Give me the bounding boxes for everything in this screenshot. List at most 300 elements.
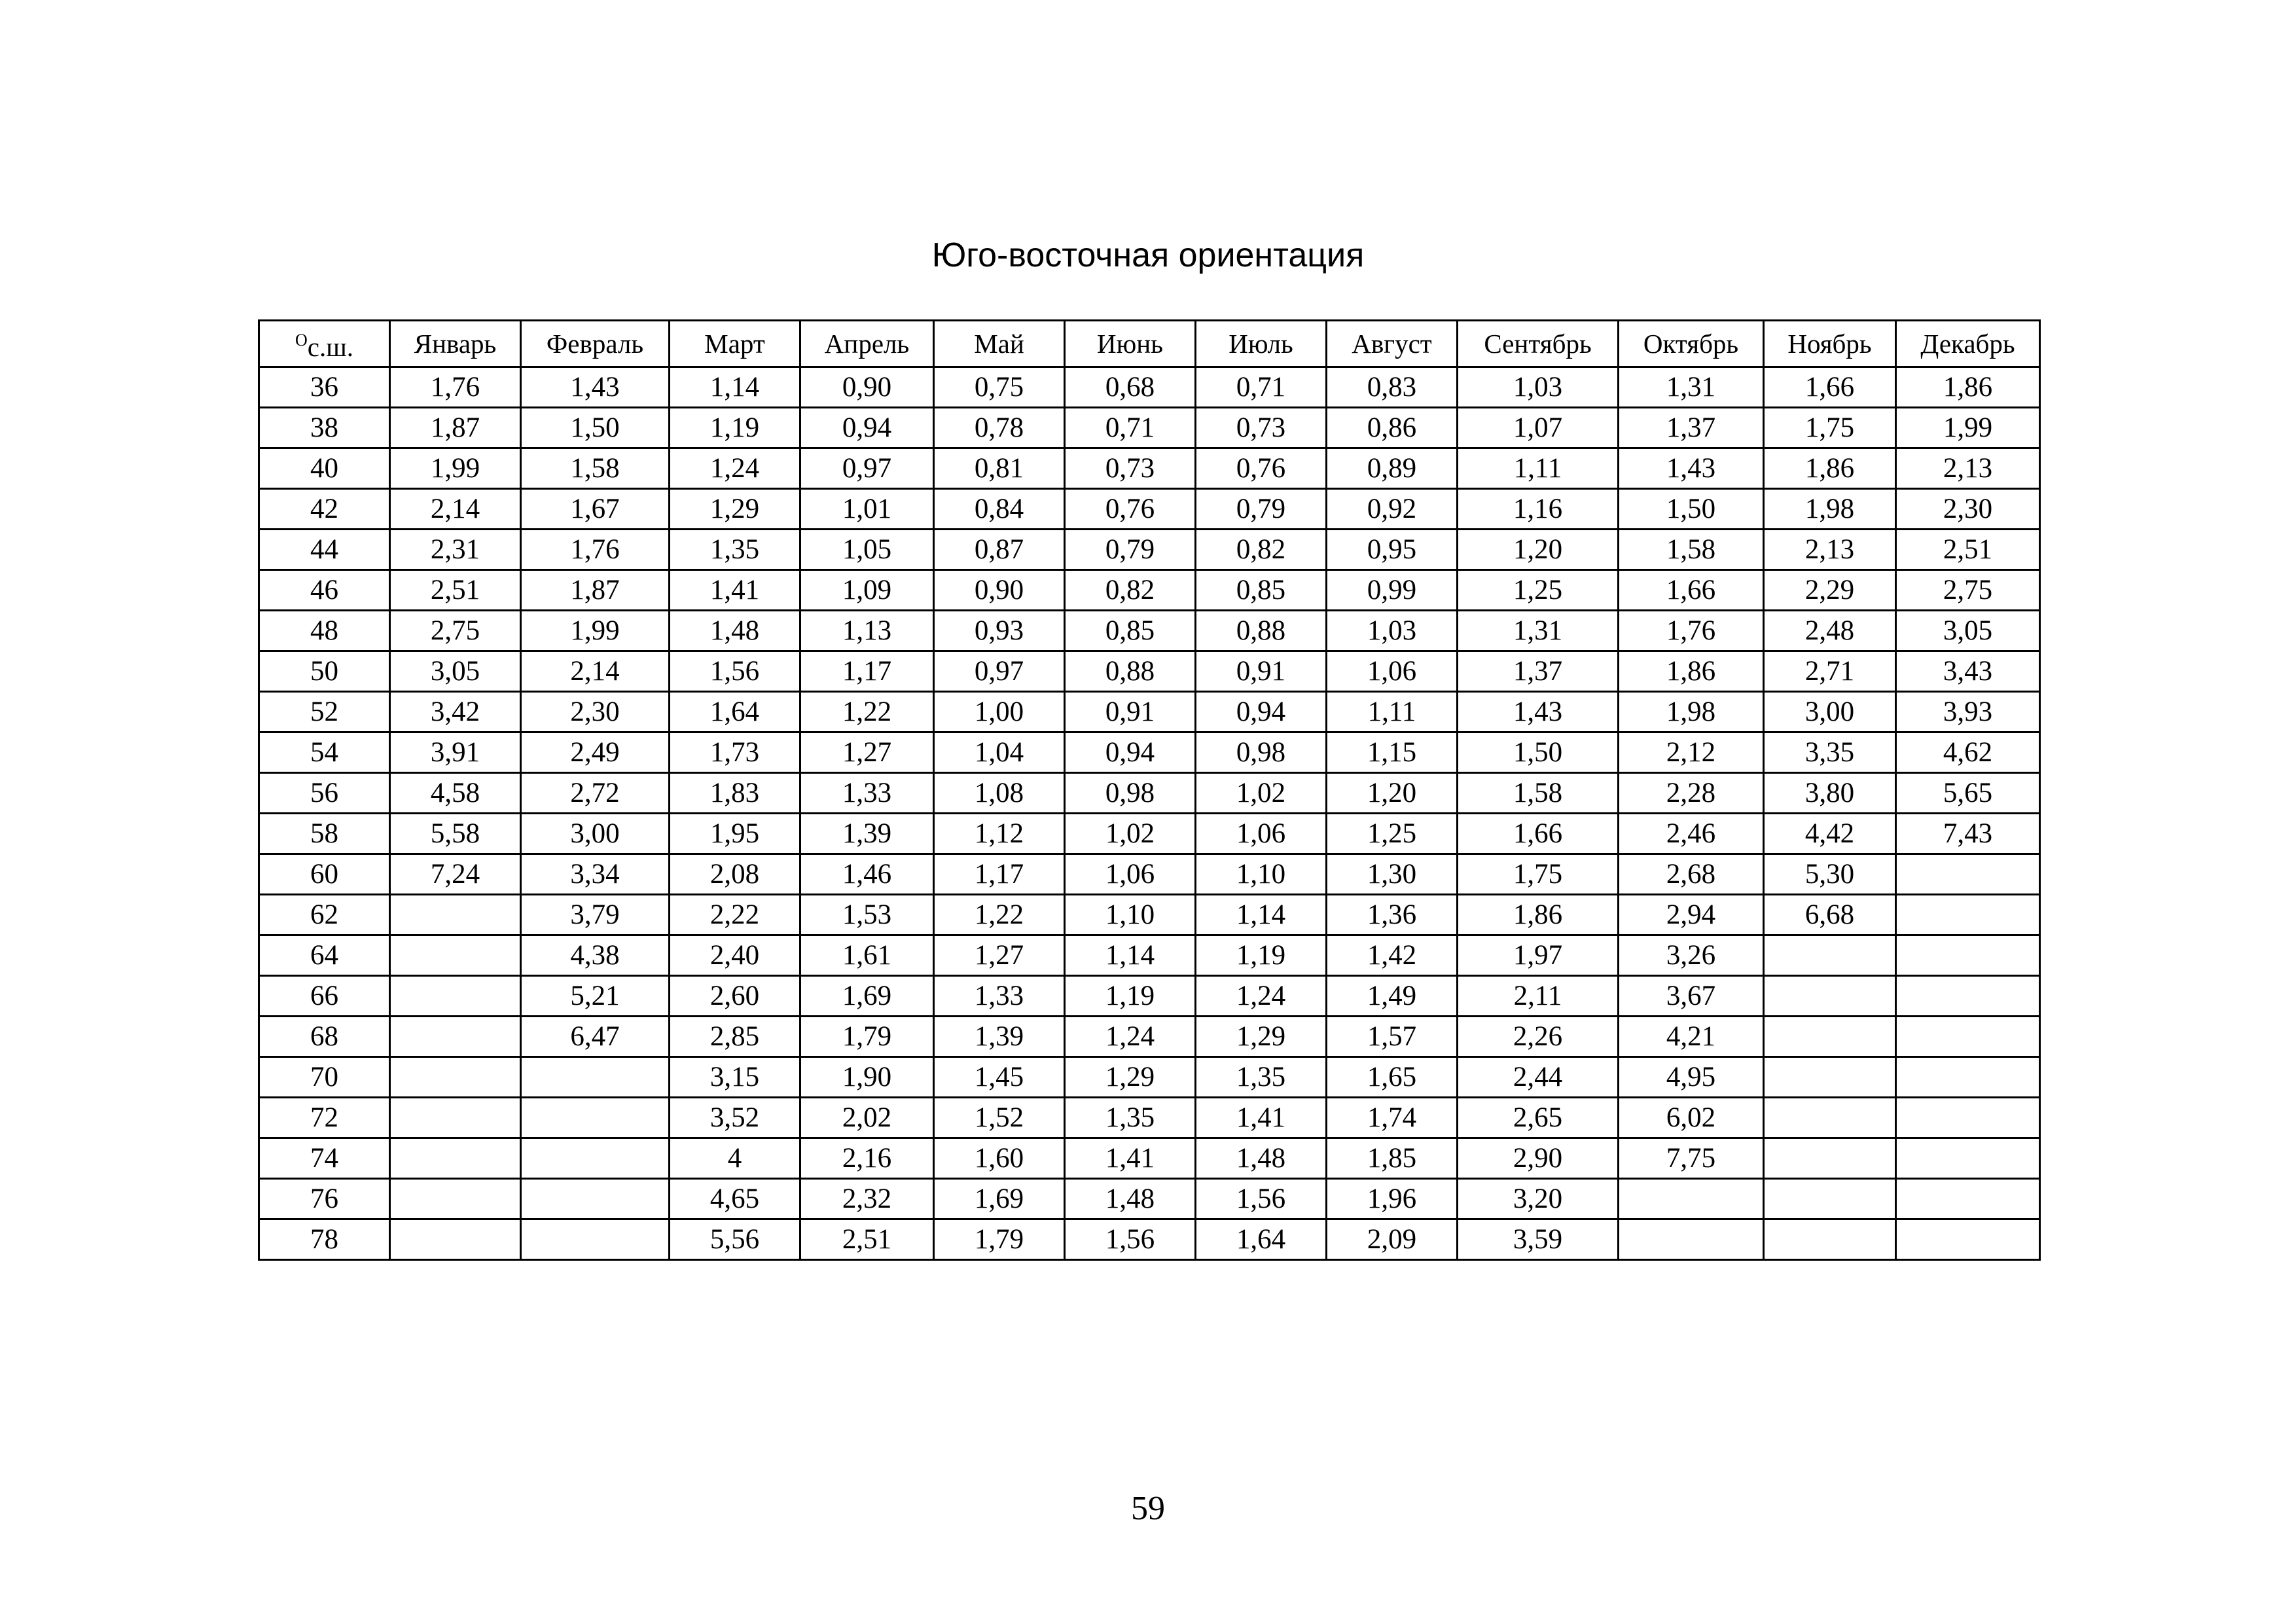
month-header: Апрель [800, 321, 934, 367]
value-cell: 0,82 [1065, 570, 1196, 611]
page-number: 59 [1131, 1490, 1165, 1527]
value-cell [390, 1138, 521, 1179]
value-cell: 3,35 [1764, 732, 1896, 773]
value-cell: 4,65 [670, 1179, 800, 1219]
value-cell: 2,26 [1458, 1017, 1619, 1057]
value-cell: 1,76 [390, 367, 521, 408]
value-cell: 0,79 [1065, 530, 1196, 570]
value-cell: 1,50 [1619, 489, 1764, 530]
value-cell [390, 935, 521, 976]
value-cell: 1,49 [1327, 976, 1458, 1017]
value-cell: 1,14 [1196, 895, 1327, 935]
value-cell: 4,58 [390, 773, 521, 814]
value-cell: 2,85 [670, 1017, 800, 1057]
value-cell: 3,26 [1619, 935, 1764, 976]
table-row [259, 1017, 2040, 1057]
value-cell: 1,67 [521, 489, 670, 530]
value-cell: 1,00 [934, 692, 1065, 732]
value-cell [1896, 935, 2040, 976]
value-cell: 6,47 [521, 1017, 670, 1057]
value-cell: 0,79 [1196, 489, 1327, 530]
month-header: Март [670, 321, 800, 367]
value-cell: 1,42 [1327, 935, 1458, 976]
value-cell: 2,09 [1327, 1219, 1458, 1260]
value-cell: 2,32 [800, 1179, 934, 1219]
value-cell: 1,95 [670, 814, 800, 854]
value-cell: 0,94 [1065, 732, 1196, 773]
latitude-cell: 52 [259, 692, 390, 732]
value-cell: 1,86 [1458, 895, 1619, 935]
value-cell: 1,86 [1896, 367, 2040, 408]
value-cell: 0,76 [1196, 448, 1327, 489]
value-cell: 0,97 [800, 448, 934, 489]
value-cell: 0,92 [1327, 489, 1458, 530]
value-cell: 0,99 [1327, 570, 1458, 611]
latitude-header-label: с.ш. [307, 332, 354, 362]
value-cell: 6,68 [1764, 895, 1896, 935]
value-cell: 1,33 [800, 773, 934, 814]
month-header: Ноябрь [1764, 321, 1896, 367]
value-cell: 1,87 [390, 408, 521, 448]
latitude-cell: 76 [259, 1179, 390, 1219]
table-row [259, 935, 2040, 976]
value-cell: 1,15 [1327, 732, 1458, 773]
value-cell [1764, 1017, 1896, 1057]
month-header: Июль [1196, 321, 1327, 367]
table-row [259, 611, 2040, 651]
value-cell: 0,85 [1065, 611, 1196, 651]
value-cell [521, 1057, 670, 1098]
value-cell: 2,31 [390, 530, 521, 570]
latitude-cell: 70 [259, 1057, 390, 1098]
value-cell: 1,25 [1327, 814, 1458, 854]
value-cell: 1,48 [1065, 1179, 1196, 1219]
value-cell: 2,02 [800, 1098, 934, 1138]
value-cell: 4,62 [1896, 732, 2040, 773]
value-cell: 1,03 [1458, 367, 1619, 408]
value-cell: 1,17 [934, 854, 1065, 895]
value-cell: 1,76 [1619, 611, 1764, 651]
latitude-cell: 60 [259, 854, 390, 895]
value-cell: 2,12 [1619, 732, 1764, 773]
value-cell [390, 1057, 521, 1098]
value-cell: 1,36 [1327, 895, 1458, 935]
value-cell: 3,79 [521, 895, 670, 935]
value-cell: 1,99 [1896, 408, 2040, 448]
value-cell: 0,91 [1065, 692, 1196, 732]
value-cell: 1,19 [1196, 935, 1327, 976]
table-row [259, 367, 2040, 408]
value-cell: 2,14 [390, 489, 521, 530]
value-cell: 2,44 [1458, 1057, 1619, 1098]
value-cell: 1,58 [521, 448, 670, 489]
table-row [259, 692, 2040, 732]
value-cell: 1,19 [1065, 976, 1196, 1017]
value-cell: 3,67 [1619, 976, 1764, 1017]
value-cell: 4,95 [1619, 1057, 1764, 1098]
value-cell: 7,43 [1896, 814, 2040, 854]
table-row [259, 854, 2040, 895]
value-cell: 0,75 [934, 367, 1065, 408]
value-cell: 2,08 [670, 854, 800, 895]
value-cell: 1,58 [1458, 773, 1619, 814]
value-cell: 3,00 [1764, 692, 1896, 732]
value-cell: 0,84 [934, 489, 1065, 530]
latitude-cell: 44 [259, 530, 390, 570]
value-cell: 1,75 [1458, 854, 1619, 895]
value-cell: 0,83 [1327, 367, 1458, 408]
value-cell: 1,41 [670, 570, 800, 611]
value-cell: 2,75 [1896, 570, 2040, 611]
value-cell: 2,40 [670, 935, 800, 976]
month-header: Январь [390, 321, 521, 367]
value-cell: 2,49 [521, 732, 670, 773]
table-row [259, 976, 2040, 1017]
value-cell: 1,79 [800, 1017, 934, 1057]
latitude-cell: 68 [259, 1017, 390, 1057]
value-cell: 1,50 [1458, 732, 1619, 773]
latitude-cell: 46 [259, 570, 390, 611]
value-cell: 5,30 [1764, 854, 1896, 895]
value-cell: 2,22 [670, 895, 800, 935]
value-cell [521, 1219, 670, 1260]
value-cell: 1,11 [1458, 448, 1619, 489]
value-cell: 2,51 [1896, 530, 2040, 570]
value-cell: 1,65 [1327, 1057, 1458, 1098]
value-cell [1619, 1179, 1764, 1219]
table-row [259, 1179, 2040, 1219]
value-cell: 1,66 [1619, 570, 1764, 611]
latitude-header [259, 321, 390, 367]
value-cell [1764, 1179, 1896, 1219]
latitude-cell: 40 [259, 448, 390, 489]
value-cell: 2,68 [1619, 854, 1764, 895]
value-cell: 1,45 [934, 1057, 1065, 1098]
value-cell: 0,86 [1327, 408, 1458, 448]
value-cell: 1,06 [1327, 651, 1458, 692]
value-cell: 1,07 [1458, 408, 1619, 448]
table-row [259, 732, 2040, 773]
value-cell: 3,52 [670, 1098, 800, 1138]
value-cell: 2,13 [1764, 530, 1896, 570]
value-cell [1764, 1098, 1896, 1138]
value-cell: 1,20 [1458, 530, 1619, 570]
value-cell: 1,10 [1065, 895, 1196, 935]
degree-mark: O [295, 331, 308, 350]
value-cell: 4,21 [1619, 1017, 1764, 1057]
value-cell: 1,29 [1196, 1017, 1327, 1057]
value-cell: 1,37 [1619, 408, 1764, 448]
header-row [259, 321, 2040, 367]
value-cell: 2,46 [1619, 814, 1764, 854]
value-cell: 2,94 [1619, 895, 1764, 935]
value-cell: 1,87 [521, 570, 670, 611]
value-cell [1764, 976, 1896, 1017]
value-cell: 1,24 [1065, 1017, 1196, 1057]
value-cell: 1,60 [934, 1138, 1065, 1179]
value-cell: 1,22 [800, 692, 934, 732]
value-cell: 6,02 [1619, 1098, 1764, 1138]
table-row [259, 814, 2040, 854]
value-cell: 1,30 [1327, 854, 1458, 895]
value-cell: 1,46 [800, 854, 934, 895]
value-cell [1619, 1219, 1764, 1260]
value-cell [521, 1098, 670, 1138]
value-cell: 0,88 [1065, 651, 1196, 692]
table-row [259, 1098, 2040, 1138]
value-cell [1764, 1219, 1896, 1260]
value-cell: 0,73 [1196, 408, 1327, 448]
value-cell: 1,35 [1196, 1057, 1327, 1098]
value-cell: 0,90 [934, 570, 1065, 611]
value-cell: 1,64 [1196, 1219, 1327, 1260]
latitude-cell: 38 [259, 408, 390, 448]
value-cell: 0,91 [1196, 651, 1327, 692]
value-cell: 3,43 [1896, 651, 2040, 692]
value-cell: 0,95 [1327, 530, 1458, 570]
value-cell: 0,78 [934, 408, 1065, 448]
value-cell: 2,14 [521, 651, 670, 692]
value-cell: 0,98 [1065, 773, 1196, 814]
value-cell: 1,69 [800, 976, 934, 1017]
value-cell: 1,41 [1196, 1098, 1327, 1138]
value-cell: 0,90 [800, 367, 934, 408]
value-cell: 1,25 [1458, 570, 1619, 611]
value-cell: 0,89 [1327, 448, 1458, 489]
value-cell: 1,73 [670, 732, 800, 773]
radiation-table [258, 319, 2041, 1261]
month-header: Февраль [521, 321, 670, 367]
value-cell: 0,94 [800, 408, 934, 448]
value-cell [390, 976, 521, 1017]
latitude-cell: 72 [259, 1098, 390, 1138]
value-cell: 2,72 [521, 773, 670, 814]
latitude-cell: 48 [259, 611, 390, 651]
value-cell [1896, 895, 2040, 935]
latitude-cell: 62 [259, 895, 390, 935]
value-cell: 1,61 [800, 935, 934, 976]
value-cell: 1,66 [1458, 814, 1619, 854]
value-cell: 1,99 [390, 448, 521, 489]
value-cell: 3,20 [1458, 1179, 1619, 1219]
value-cell: 1,33 [934, 976, 1065, 1017]
value-cell: 1,06 [1065, 854, 1196, 895]
value-cell: 1,08 [934, 773, 1065, 814]
table-row [259, 530, 2040, 570]
value-cell: 1,01 [800, 489, 934, 530]
value-cell: 3,93 [1896, 692, 2040, 732]
value-cell: 1,96 [1327, 1179, 1458, 1219]
value-cell: 1,64 [670, 692, 800, 732]
value-cell: 0,98 [1196, 732, 1327, 773]
latitude-cell: 64 [259, 935, 390, 976]
value-cell [521, 1138, 670, 1179]
table-row [259, 651, 2040, 692]
month-header: Октябрь [1619, 321, 1764, 367]
value-cell: 2,11 [1458, 976, 1619, 1017]
value-cell: 1,52 [934, 1098, 1065, 1138]
value-cell [1896, 1179, 2040, 1219]
value-cell: 0,85 [1196, 570, 1327, 611]
value-cell: 1,17 [800, 651, 934, 692]
value-cell: 0,71 [1196, 367, 1327, 408]
value-cell: 2,30 [521, 692, 670, 732]
value-cell: 1,31 [1619, 367, 1764, 408]
value-cell: 1,37 [1458, 651, 1619, 692]
value-cell [1896, 1017, 2040, 1057]
value-cell: 1,06 [1196, 814, 1327, 854]
value-cell: 1,29 [1065, 1057, 1196, 1098]
value-cell: 1,86 [1619, 651, 1764, 692]
value-cell: 0,81 [934, 448, 1065, 489]
value-cell: 7,24 [390, 854, 521, 895]
value-cell: 1,39 [800, 814, 934, 854]
latitude-cell: 50 [259, 651, 390, 692]
value-cell: 0,94 [1196, 692, 1327, 732]
value-cell: 2,48 [1764, 611, 1896, 651]
value-cell: 1,35 [670, 530, 800, 570]
value-cell: 1,43 [1458, 692, 1619, 732]
value-cell: 1,66 [1764, 367, 1896, 408]
table-row [259, 895, 2040, 935]
value-cell: 1,20 [1327, 773, 1458, 814]
value-cell: 3,00 [521, 814, 670, 854]
value-cell: 1,58 [1619, 530, 1764, 570]
value-cell: 4 [670, 1138, 800, 1179]
value-cell: 3,05 [1896, 611, 2040, 651]
value-cell [1764, 1138, 1896, 1179]
value-cell: 5,56 [670, 1219, 800, 1260]
value-cell: 2,65 [1458, 1098, 1619, 1138]
latitude-cell: 36 [259, 367, 390, 408]
value-cell: 3,59 [1458, 1219, 1619, 1260]
value-cell: 0,87 [934, 530, 1065, 570]
value-cell: 2,90 [1458, 1138, 1619, 1179]
value-cell: 1,05 [800, 530, 934, 570]
value-cell: 4,38 [521, 935, 670, 976]
value-cell [390, 1179, 521, 1219]
month-header: Сентябрь [1458, 321, 1619, 367]
value-cell: 3,05 [390, 651, 521, 692]
table-row [259, 448, 2040, 489]
value-cell: 0,82 [1196, 530, 1327, 570]
value-cell: 1,79 [934, 1219, 1065, 1260]
latitude-cell: 78 [259, 1219, 390, 1260]
value-cell: 1,48 [1196, 1138, 1327, 1179]
value-cell: 1,76 [521, 530, 670, 570]
value-cell: 1,13 [800, 611, 934, 651]
value-cell: 0,93 [934, 611, 1065, 651]
latitude-cell: 56 [259, 773, 390, 814]
value-cell: 1,86 [1764, 448, 1896, 489]
value-cell: 1,97 [1458, 935, 1619, 976]
value-cell: 1,04 [934, 732, 1065, 773]
value-cell: 1,90 [800, 1057, 934, 1098]
value-cell: 0,97 [934, 651, 1065, 692]
value-cell: 1,24 [670, 448, 800, 489]
value-cell: 1,99 [521, 611, 670, 651]
value-cell: 1,29 [670, 489, 800, 530]
value-cell: 1,48 [670, 611, 800, 651]
value-cell: 3,34 [521, 854, 670, 895]
value-cell: 1,09 [800, 570, 934, 611]
value-cell: 1,35 [1065, 1098, 1196, 1138]
value-cell: 0,73 [1065, 448, 1196, 489]
table-title: Юго-восточная ориентация [931, 236, 1365, 274]
value-cell: 1,39 [934, 1017, 1065, 1057]
month-header: Декабрь [1896, 321, 2040, 367]
value-cell [390, 1098, 521, 1138]
value-cell: 1,24 [1196, 976, 1327, 1017]
value-cell: 1,14 [670, 367, 800, 408]
value-cell: 1,50 [521, 408, 670, 448]
value-cell: 2,16 [800, 1138, 934, 1179]
value-cell: 1,83 [670, 773, 800, 814]
value-cell: 5,65 [1896, 773, 2040, 814]
value-cell: 1,19 [670, 408, 800, 448]
value-cell [1896, 854, 2040, 895]
value-cell: 4,42 [1764, 814, 1896, 854]
latitude-cell: 42 [259, 489, 390, 530]
value-cell: 0,71 [1065, 408, 1196, 448]
value-cell: 1,27 [934, 935, 1065, 976]
value-cell [390, 1017, 521, 1057]
value-cell: 5,21 [521, 976, 670, 1017]
value-cell: 7,75 [1619, 1138, 1764, 1179]
value-cell: 2,28 [1619, 773, 1764, 814]
value-cell: 1,22 [934, 895, 1065, 935]
value-cell: 1,16 [1458, 489, 1619, 530]
value-cell [1896, 976, 2040, 1017]
latitude-cell: 58 [259, 814, 390, 854]
value-cell: 1,98 [1764, 489, 1896, 530]
value-cell: 1,69 [934, 1179, 1065, 1219]
value-cell: 1,27 [800, 732, 934, 773]
value-cell: 3,42 [390, 692, 521, 732]
value-cell [390, 895, 521, 935]
value-cell: 3,15 [670, 1057, 800, 1098]
value-cell: 1,53 [800, 895, 934, 935]
value-cell: 1,14 [1065, 935, 1196, 976]
value-cell: 1,57 [1327, 1017, 1458, 1057]
value-cell: 1,02 [1065, 814, 1196, 854]
value-cell: 1,10 [1196, 854, 1327, 895]
value-cell: 2,71 [1764, 651, 1896, 692]
value-cell: 1,31 [1458, 611, 1619, 651]
value-cell [1896, 1057, 2040, 1098]
value-cell: 5,58 [390, 814, 521, 854]
latitude-cell: 54 [259, 732, 390, 773]
value-cell: 1,56 [1065, 1219, 1196, 1260]
table-row [259, 773, 2040, 814]
value-cell [521, 1179, 670, 1219]
latitude-cell: 66 [259, 976, 390, 1017]
value-cell: 1,43 [521, 367, 670, 408]
value-cell: 1,41 [1065, 1138, 1196, 1179]
value-cell [1896, 1219, 2040, 1260]
value-cell: 1,03 [1327, 611, 1458, 651]
value-cell: 0,76 [1065, 489, 1196, 530]
value-cell [390, 1219, 521, 1260]
latitude-cell: 74 [259, 1138, 390, 1179]
value-cell: 2,51 [390, 570, 521, 611]
table-row [259, 570, 2040, 611]
value-cell [1896, 1138, 2040, 1179]
value-cell: 0,88 [1196, 611, 1327, 651]
value-cell: 1,75 [1764, 408, 1896, 448]
month-header: Июнь [1065, 321, 1196, 367]
month-header: Август [1327, 321, 1458, 367]
